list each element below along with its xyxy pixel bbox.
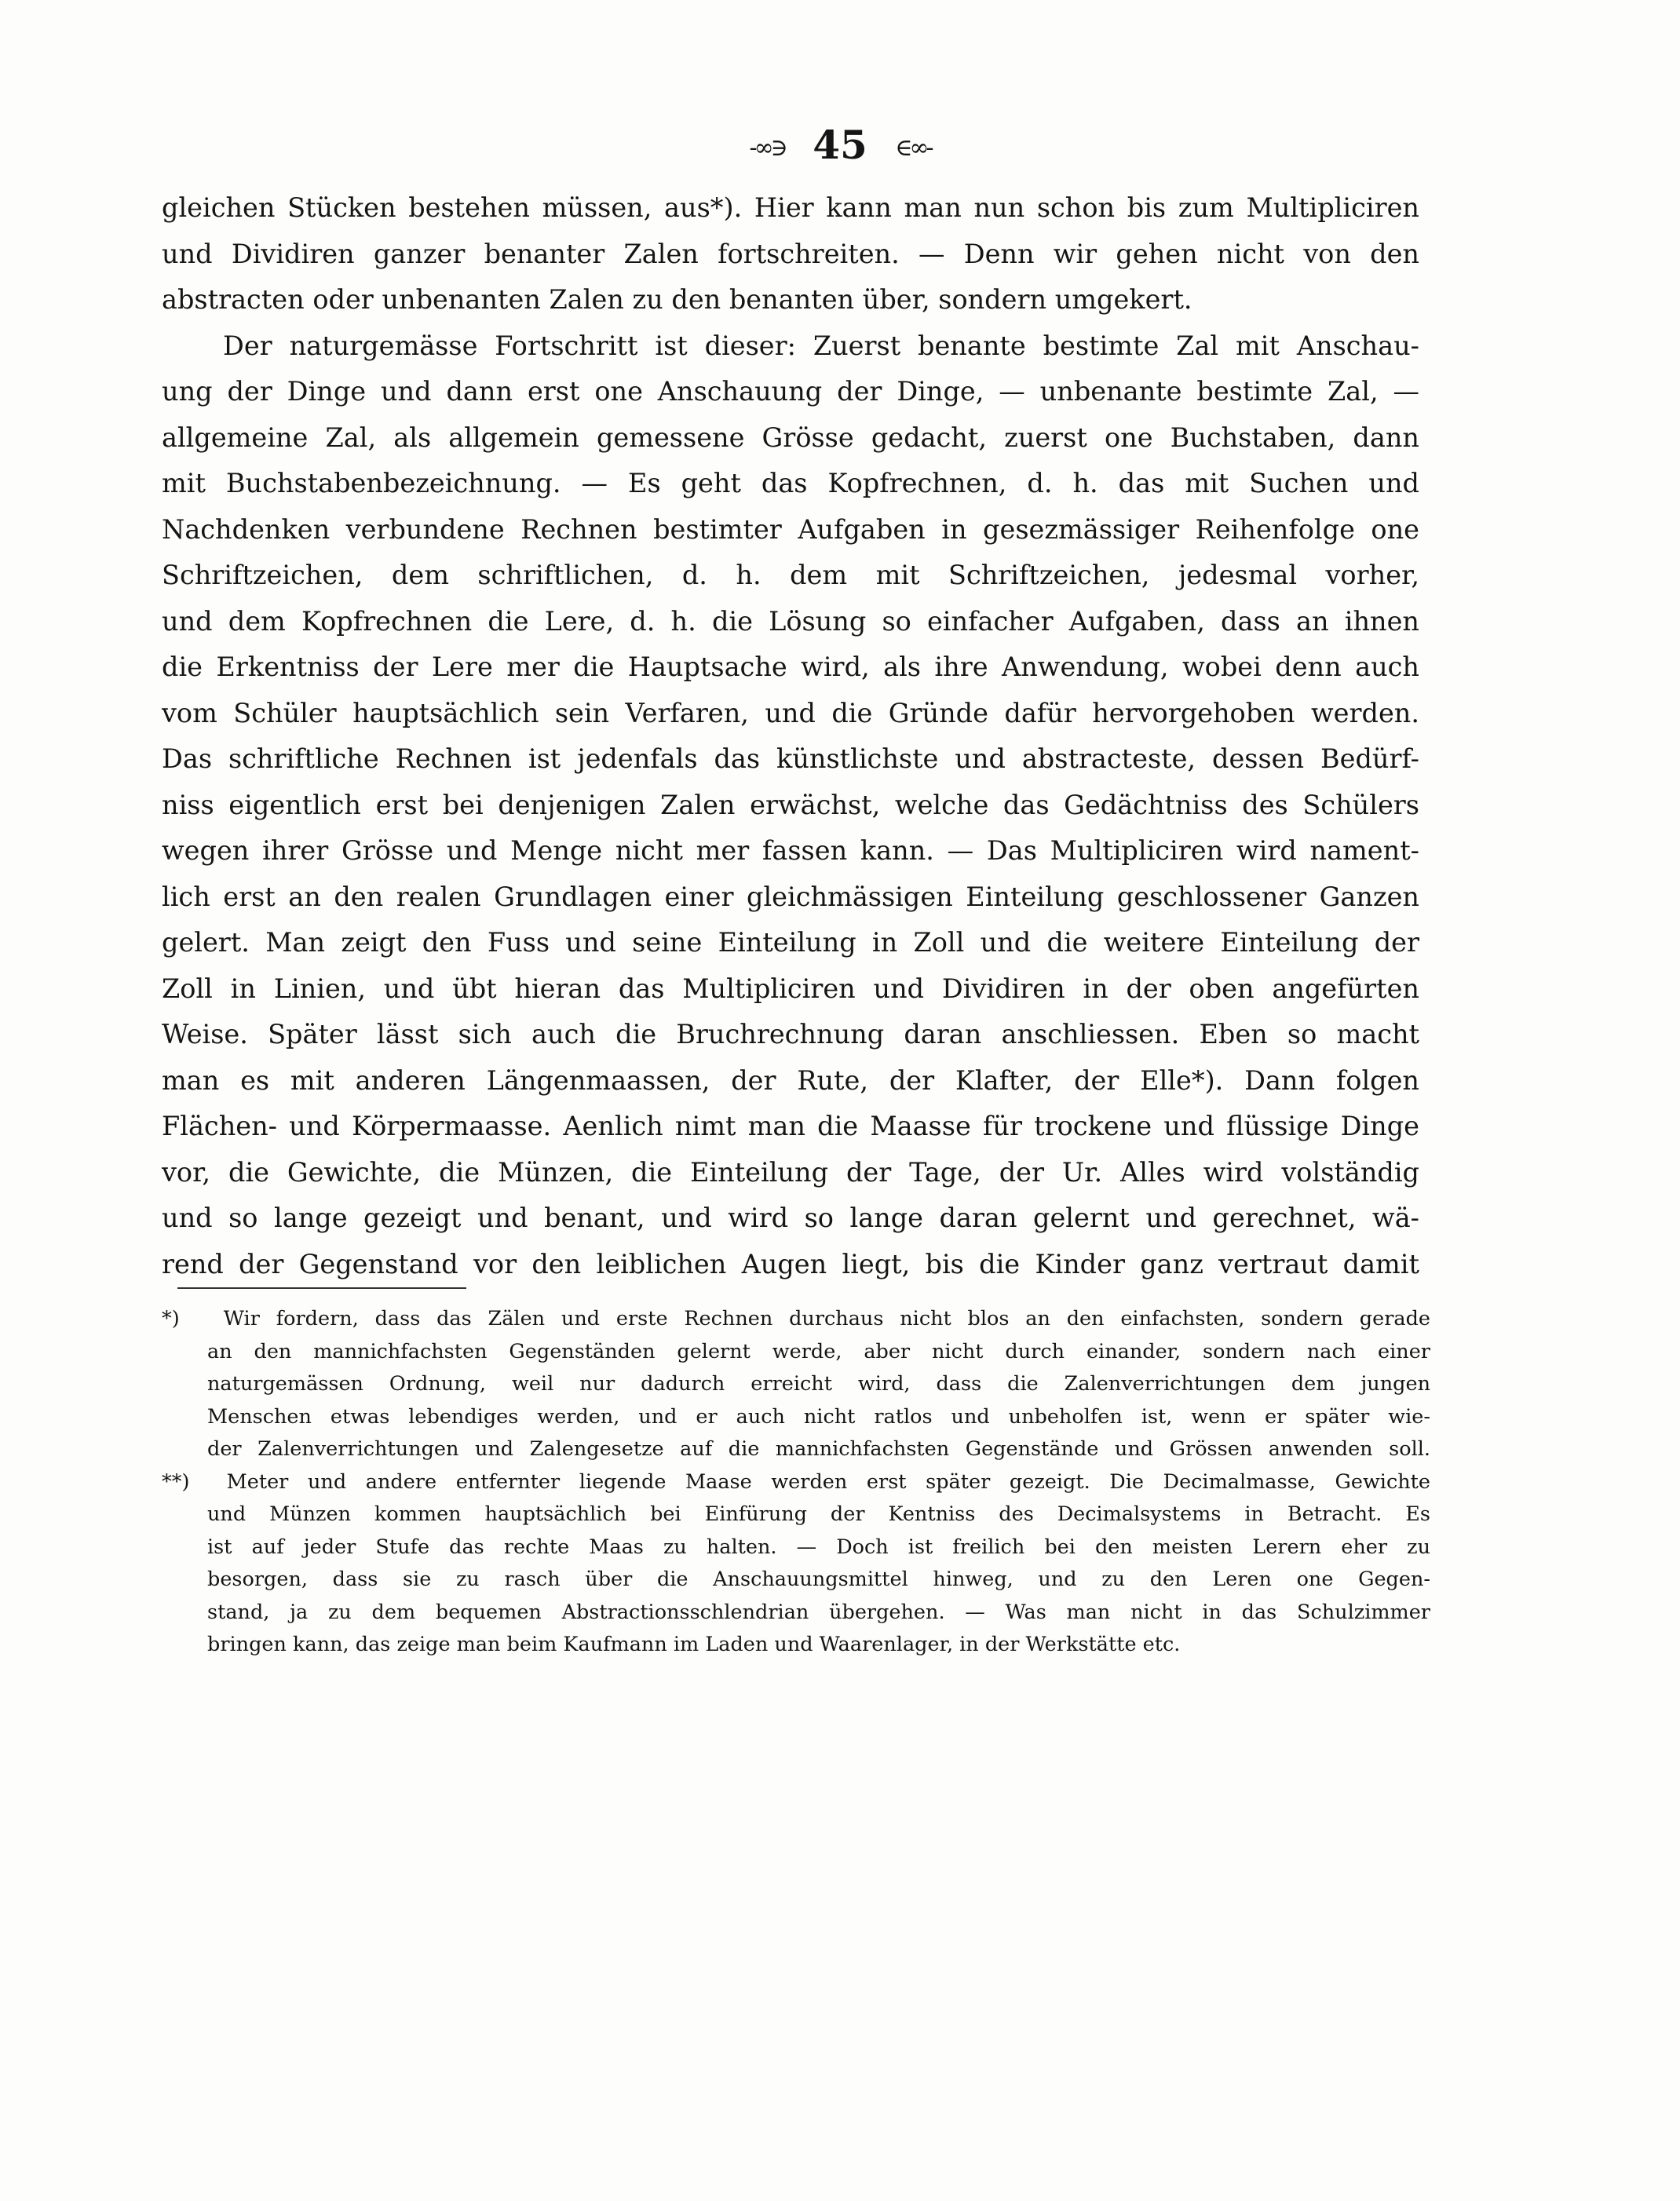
text-line: und so lange gezeigt und benant, und wird so lange daran gelernt und gerechnet, wä- bbox=[162, 1203, 1419, 1233]
footnote-line bbox=[162, 1466, 1430, 1499]
text-line: und dem Kopfrechnen die Lere, d. h. die Lösung so einfacher Aufgaben, dass an ihnen bbox=[162, 605, 1419, 637]
footnote-marker: *) bbox=[162, 1307, 180, 1330]
text-line: Schriftzeichen, dem schriftlichen, d. h. dem mit Schriftzeichen, jedesmal vorher, bbox=[162, 560, 1419, 590]
text-line: gelert. Man zeigt den Fuss und seine Einteilung in Zoll und die weitere Einteilung der bbox=[162, 927, 1419, 958]
text-line: Zoll in Linien, und übt hieran das Multipliciren und Dividiren in der oben angefürten bbox=[162, 973, 1419, 1004]
text-line: und Dividiren ganzer benanter Zalen fortschreiten. — Denn wir gehen nicht von den bbox=[162, 238, 1419, 269]
footnote-line: bringen kann, das zeige man beim Kaufmann im Laden und Waarenlager, in der Werkstätte etc. bbox=[207, 1633, 1181, 1656]
footnote-line: und Münzen kommen hauptsächlich bei Einfürung der Kentniss des Decimalsystems in Betracht. Es bbox=[207, 1502, 1430, 1526]
footnote-line: stand, ja zu dem bequemen Abstractionsschlendrian übergehen. — Was man nicht in das Schulzimmer bbox=[207, 1600, 1430, 1624]
text-line: ung der Dinge und dann erst one Anschauung der Dinge, — unbenante bestimte Zal, — bbox=[162, 376, 1419, 407]
footnote-line: naturgemässen Ordnung, weil nur dadurch erreicht wird, dass die Zalenverrichtungen dem jungen bbox=[207, 1372, 1430, 1396]
text-line: Weise. Später lässt sich auch die Bruchrechnung daran anschliessen. Eben so macht bbox=[162, 1019, 1419, 1049]
text-line: abstracten oder unbenanten Zalen zu den benanten über, sondern umgekert. bbox=[162, 284, 1192, 315]
ornament-right: ∈∞- bbox=[895, 134, 931, 162]
footnote-line bbox=[162, 1303, 1430, 1336]
footnote-separator bbox=[177, 1287, 466, 1289]
main-text bbox=[162, 185, 1419, 1287]
text-line: vor, die Gewichte, die Münzen, die Einteilung der Tage, der Ur. Alles wird volständig bbox=[162, 1156, 1419, 1188]
footnote-text: Wir fordern, dass das Zälen und erste Rechnen durchaus nicht blos an den einfachsten, sondern gerade bbox=[223, 1307, 1430, 1330]
text-line: Der naturgemässe Fortschritt ist dieser: Zuerst benante bestimte Zal mit Anschau- bbox=[223, 330, 1419, 361]
text-line: niss eigentlich erst bei denjenigen Zalen erwächst, welche das Gedächtniss des Schülers bbox=[162, 789, 1419, 820]
text-line: Das schriftliche Rechnen ist jedenfals das künstlichste und abstracteste, dessen Bedürf- bbox=[162, 743, 1419, 774]
page-number: 45 bbox=[813, 122, 867, 168]
text-line: man es mit anderen Längenmaassen, der Rute, der Klafter, der Elle*). Dann folgen bbox=[162, 1064, 1419, 1096]
footnote-line: ist auf jeder Stufe das rechte Maas zu halten. — Doch ist freilich bei den meisten Lerern eher zu bbox=[207, 1535, 1430, 1559]
page-header bbox=[0, 118, 1680, 176]
text-line: lich erst an den realen Grundlagen einer gleichmässigen Einteilung geschlossener Ganzen bbox=[162, 881, 1419, 912]
footnotes bbox=[162, 1303, 1430, 1662]
text-line: wegen ihrer Grösse und Menge nicht mer fassen kann. — Das Multipliciren wird nament- bbox=[162, 835, 1419, 866]
text-line: vom Schüler hauptsächlich sein Verfaren, und die Gründe dafür hervorgehoben werden. bbox=[162, 697, 1419, 728]
text-line: die Erkentniss der Lere mer die Hauptsache wird, als ihre Anwendung, wobei denn auch bbox=[162, 652, 1419, 682]
text-line: Flächen- und Körpermaasse. Aenlich nimt man die Maasse für trockene und flüssige Dinge bbox=[162, 1111, 1419, 1141]
text-line: rend der Gegenstand vor den leiblichen Augen liegt, bis die Kinder ganz vertraut damit bbox=[162, 1248, 1419, 1279]
footnote-line: Menschen etwas lebendiges werden, und er auch nicht ratlos und unbeholfen ist, wenn er später wie- bbox=[207, 1404, 1430, 1429]
footnote-marker: **) bbox=[162, 1469, 190, 1494]
ornament-left: -∞∋ bbox=[749, 134, 785, 162]
text-line: mit Buchstabenbezeichnung. — Es geht das Kopfrechnen, d. h. das mit Suchen und bbox=[162, 468, 1419, 498]
footnote-line: besorgen, dass sie zu rasch über die Anschauungsmittel hinweg, und zu den Leren one Gegen- bbox=[207, 1568, 1430, 1591]
footnote-line: der Zalenverrichtungen und Zalengesetze auf die mannichfachsten Gegenstände und Grössen anwenden soll. bbox=[207, 1437, 1430, 1461]
text-line: allgemeine Zal, als allgemein gemessene Grösse gedacht, zuerst one Buchstaben, dann bbox=[162, 422, 1419, 453]
footnote-line: an den mannichfachsten Gegenständen gelernt werde, aber nicht durch einander, sondern nach einer bbox=[207, 1339, 1430, 1363]
footnote-text: Meter und andere entfernter liegende Maase werden erst später gezeigt. Die Decimalmasse, Gewichte bbox=[226, 1469, 1430, 1494]
text-line: gleichen Stücken bestehen müssen, aus*). Hier kann man nun schon bis zum Multipliciren bbox=[162, 192, 1419, 223]
text-line: Nachdenken verbundene Rechnen bestimter Aufgaben in gesezmässiger Reihenfolge one bbox=[162, 513, 1419, 545]
